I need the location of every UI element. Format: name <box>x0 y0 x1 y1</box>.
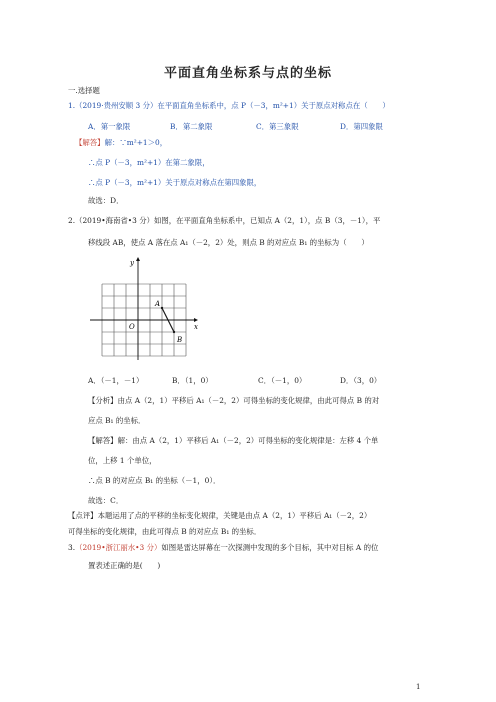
page-number: 1 <box>416 683 421 691</box>
q3-stem-text: 如图是雷达屏幕在一次探测中发现的多个目标，其中对目标 A 的位 <box>161 543 379 552</box>
section-heading: 一.选择题 <box>68 86 100 95</box>
y-axis-arrow-icon <box>136 257 140 261</box>
q2-solution-line3: ∴点 B 的对应点 B₁ 的坐标（－1，0）． <box>88 476 221 485</box>
q3-number: 3. <box>68 543 76 552</box>
x-axis-label: x <box>194 323 198 331</box>
q2-solution-line1: 【解答】解：由点 A（2，1）平移后 A₁（－2，2）可得坐标的变化规律是：左移 4 个单 <box>88 436 379 445</box>
q2-option-d: D．（3，0） <box>340 376 382 385</box>
q1-option-d: D．第四象限 <box>340 122 383 131</box>
q1-solution-line1 <box>75 138 167 148</box>
point-b-dot <box>173 331 175 333</box>
page-title: 平面直角坐标系与点的坐标 <box>163 66 332 81</box>
coordinate-grid-figure <box>86 256 206 364</box>
y-axis-label: y <box>130 259 134 267</box>
q2-option-c: C．（－1，0） <box>258 376 307 385</box>
x-axis-arrow-icon <box>194 318 198 322</box>
q2-option-a: A．（－1，－1） <box>88 376 144 385</box>
q2-stem-line2: 移线段 AB，使点 A 落在点 A₁（－2，2）处，则点 B 的对应点 B₁ 的坐标为（ ） <box>88 238 369 247</box>
point-b-label: B <box>177 336 183 344</box>
q1-option-a: A．第一象限 <box>88 122 131 131</box>
point-a-label: A <box>155 300 161 308</box>
q2-solution-line2: 位，上移 1 个单位， <box>88 456 157 465</box>
q2-stem-line1: 2.（2019•海南省•3 分）如图，在平面直角坐标系中，已知点 A（2，1），点 B（3，－1），平 <box>68 216 381 225</box>
q3-stem-line2: 置表述正确的是( ) <box>88 561 161 570</box>
q1-sol3: ∴点 P（－3，m²+1）关于原点对称点在第四象限， <box>88 178 262 187</box>
q2-comment-line2: 可得坐标的变化规律，由此可得点 B 的对应点 B₁ 的坐标． <box>68 527 262 536</box>
q2-solution-line4: 故选：C． <box>88 496 124 505</box>
q3-stem-line1 <box>68 543 378 553</box>
q1-stem: 1.（2019·贵州安顺 3 分）在平面直角坐标系中，点 P（－3，m²+1）关于原点对称点在（ ） <box>68 101 390 110</box>
q2-comment-line1: 【点评】本题运用了点的平移的坐标变化规律，关键是由点 A（2，1）平移后 A₁（－2，2） <box>68 511 372 520</box>
origin-label: O <box>129 323 135 331</box>
q1-sol1: 解：∵m²+1＞0， <box>104 138 168 147</box>
q1-option-b: B．第二象限 <box>170 122 213 131</box>
q3-source: （2019•浙江丽水•3 分） <box>75 543 162 552</box>
point-a-dot <box>161 307 163 309</box>
q1-sol4: 故选：D． <box>88 196 124 205</box>
q2-analysis-line2: 应点 B₁ 的坐标． <box>88 416 146 425</box>
q2-option-b: B．（1，0） <box>172 376 213 385</box>
q1-sol2: ∴点 P（－3，m²+1）在第二象限， <box>88 158 210 167</box>
axes <box>90 260 194 360</box>
q1-option-c: C．第三象限 <box>256 122 299 131</box>
q2-analysis-line1: 【分析】由点 A（2，1）平移后 A₁（－2，2）可得坐标的变化规律，由此可得点 B 的对 <box>88 396 380 405</box>
q1-answer-tag: 【解答】 <box>75 138 105 147</box>
